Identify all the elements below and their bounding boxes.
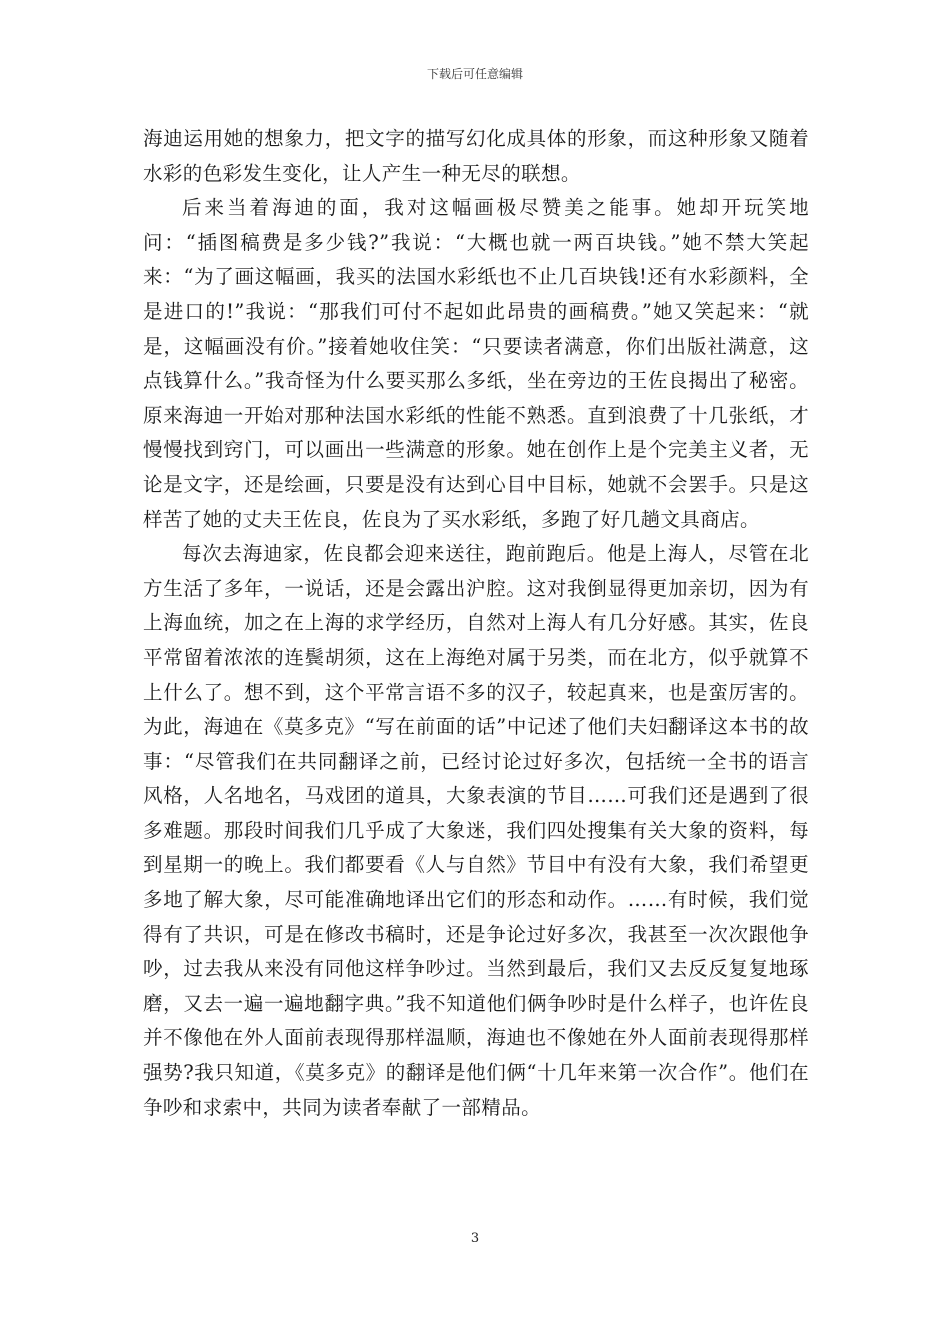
paragraph-1: 海迪运用她的想象力，把文字的描写幻化成具体的形象，而这种形象又随着水彩的色彩发生变化，让人产生一种无尽的联想。: [143, 127, 809, 185]
page-number: 3: [470, 1231, 480, 1246]
body-text: [143, 122, 809, 1125]
paragraph-3: 每次去海迪家，佐良都会迎来送往，跑前跑后。他是上海人，尽管在北方生活了多年，一说话，还是会露出沪腔。这对我倒显得更加亲切，因为有上海血统，加之在上海的求学经历，自然对上海人有几分好感。其实，佐良平常留着浓浓的连鬓胡须，这在上海绝对属于另类，而在北方，似乎就算不上什么了。想不到，这个平常言语不多的汉子，较起真来，也是蛮厉害的。为此，海迪在《莫多克》“写在前面的话”中记述了他们夫妇翻译这本书的故事：“尽管我们在共同翻译之前，已经讨论过好多次，包括统一全书的语言风格，人名地名，马戏团的道具，大象表演的节目……可我们还是遇到了很多难题。那段时间我们几乎成了大象迷，我们四处搜集有关大象的资料，每到星期一的晚上。我们都要看《人与自然》节目中有没有大象，我们希望更多地了解大象，尽可能准确地译出它们的形态和动作。……有时候，我们觉得有了共识，可是在修改书稿时，还是争论过好多次，我甚至一次次跟他争吵，过去我从来没有同他这样争吵过。当然到最后，我们又去反反复复地琢磨，又去一遍一遍地翻字典。”我不知道他们俩争吵时是什么样子，也许佐良并不像他在外人面前表现得那样温顺，海迪也不像她在外人面前表现得那样强势?我只知道，《莫多克》的翻译是他们俩“十几年来第一次合作”。他们在争吵和求索中，共同为读者奉献了一部精品。: [143, 542, 809, 1119]
page-header: 下载后可任意编辑: [426, 67, 523, 81]
paragraph-2: 后来当着海迪的面，我对这幅画极尽赞美之能事。她却开玩笑地问：“插图稿费是多少钱?”我说：“大概也就一两百块钱。”她不禁大笑起来：“为了画这幅画，我买的法国水彩纸也不止几百块钱!还有水彩颜料，全是进口的!”我说：“那我们可付不起如此昂贵的画稿费。”她又笑起来：“就是，这幅画没有价。”接着她收住笑：“只要读者满意，你们出版社满意，这点钱算什么。”我奇怪为什么要买那么多纸，坐在旁边的王佐良揭出了秘密。原来海迪一开始对那种法国水彩纸的性能不熟悉。直到浪费了十几张纸，才慢慢找到窍门，可以画出一些满意的形象。她在创作上是个完美主义者，无论是文字，还是绘画，只要是没有达到心目中目标，她就不会罢手。只是这样苦了她的丈夫王佐良，佐良为了买水彩纸，多跑了好几趟文具商店。: [143, 196, 809, 531]
